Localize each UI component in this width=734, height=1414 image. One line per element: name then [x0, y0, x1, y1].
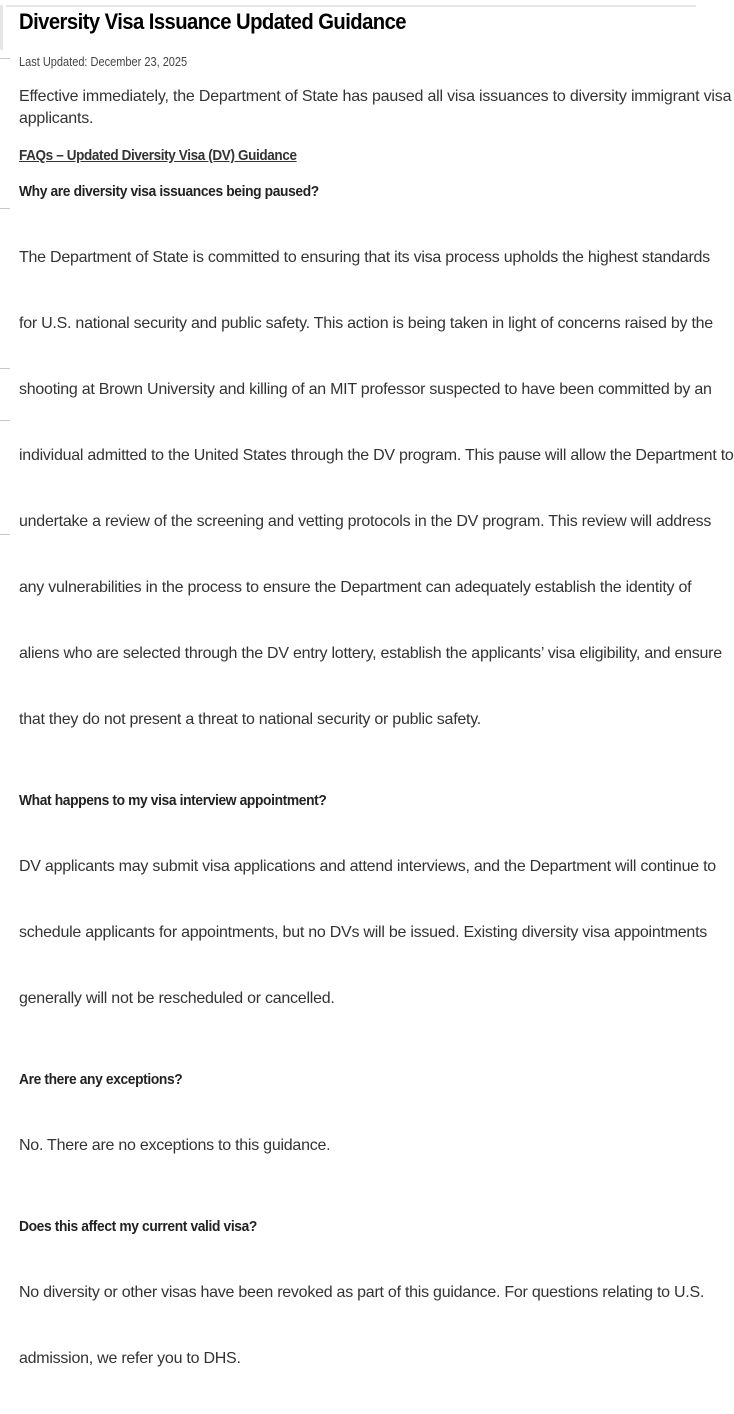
- answer-line: The Department of State is committed to ensuring that its visa process upholds the highest standards: [19, 249, 710, 266]
- faq-question: Are there any exceptions?: [19, 1071, 183, 1088]
- gutter-tick: [0, 420, 10, 421]
- answer-line: that they do not present a threat to national security or public safety.: [19, 711, 481, 728]
- top-divider: [6, 5, 696, 7]
- answer-line: generally will not be rescheduled or cancelled.: [19, 990, 335, 1007]
- answer-line: undertake a review of the screening and vetting protocols in the DV program. This review will address: [19, 513, 712, 530]
- faq-answer: [19, 1238, 705, 1414]
- faq-heading-link[interactable]: FAQs – Updated Diversity Visa (DV) Guidance: [19, 147, 297, 164]
- gutter-tick: [0, 534, 10, 535]
- answer-line: DV applicants may submit visa applications and attend interviews, and the Department will continue to: [19, 858, 716, 875]
- answer-line: for U.S. national security and public safety. This action is being taken in light of concerns raised by the: [19, 315, 713, 332]
- article: [19, 8, 734, 1414]
- answer-line: admission, we refer you to DHS.: [19, 1350, 241, 1367]
- faq-answer: [19, 1091, 689, 1201]
- intro-line: applicants.: [19, 110, 94, 127]
- answer-line: aliens who are selected through the DV entry lottery, establish the applicants’ visa eligibility, and ensure: [19, 645, 722, 662]
- answer-line: schedule applicants for appointments, but no DVs will be issued. Existing diversity visa appointments: [19, 924, 708, 941]
- faq-item-interview-appointment: [19, 791, 716, 1054]
- faq-item-exceptions: [19, 1070, 689, 1201]
- left-accent-bar: [0, 5, 3, 50]
- gutter-tick: [0, 208, 10, 209]
- faq-question: Why are diversity visa issuances being paused?: [19, 183, 319, 200]
- answer-line: No diversity or other visas have been revoked as part of this guidance. For questions relating to U.S.: [19, 1284, 705, 1301]
- page-title: Diversity Visa Issuance Updated Guidance: [19, 9, 407, 34]
- faq-item-current-visa: [19, 1217, 705, 1414]
- answer-line: any vulnerabilities in the process to ensure the Department can adequately establish the identity of: [19, 579, 692, 596]
- faq-question: What happens to my visa interview appointment?: [19, 792, 327, 809]
- faq-answer: [19, 812, 716, 1054]
- gutter-tick: [0, 58, 10, 59]
- intro-paragraph: [19, 86, 732, 130]
- answer-line: shooting at Brown University and killing of an MIT professor suspected to have been committed by an: [19, 381, 712, 398]
- answer-line: No. There are no exceptions to this guidance.: [19, 1137, 331, 1154]
- answer-line: individual admitted to the United States through the DV program. This pause will allow the Department to: [19, 447, 734, 464]
- last-updated-date: Last Updated: December 23, 2025: [19, 55, 188, 69]
- faq-question: Does this affect my current valid visa?: [19, 1218, 257, 1235]
- faq-answer: [19, 203, 734, 775]
- intro-line: Effective immediately, the Department of State has paused all visa issuances to diversity immigrant visa: [19, 88, 732, 105]
- faq-item-why-paused: [19, 182, 734, 775]
- gutter-tick: [0, 368, 10, 369]
